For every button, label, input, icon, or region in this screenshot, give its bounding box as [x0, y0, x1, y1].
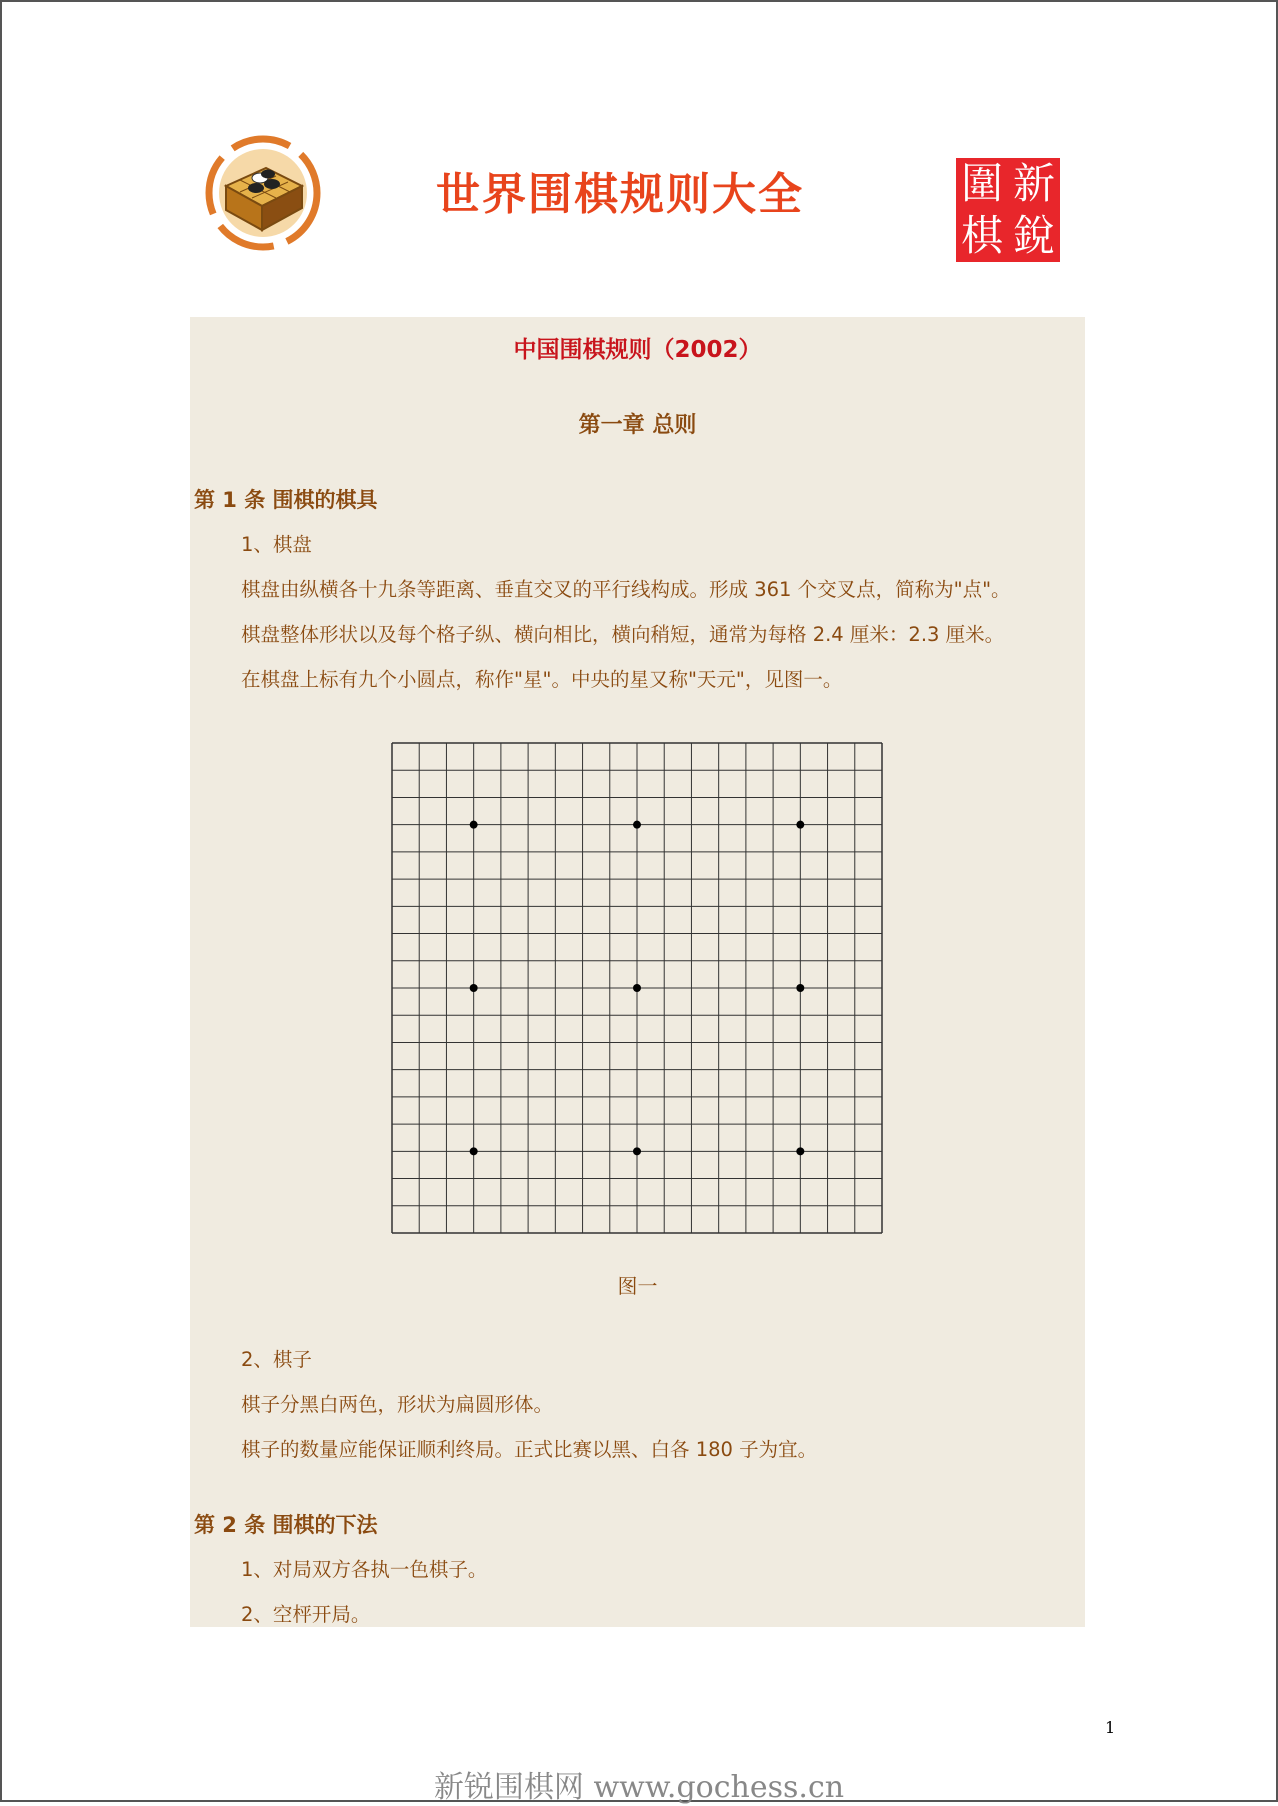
- star-point: [633, 1147, 641, 1155]
- star-point: [796, 1147, 804, 1155]
- star-point: [796, 821, 804, 829]
- tengen-star-point: [633, 984, 641, 992]
- site-footer: 新锐围棋网 www.gochess.cn: [433, 1770, 845, 1805]
- section-title: 中国围棋规则（2002）: [513, 337, 762, 363]
- star-point: [633, 821, 641, 829]
- seal-char: 新: [1012, 159, 1055, 208]
- article-2-title: 第 2 条 围棋的下法: [194, 1513, 378, 1537]
- star-point: [796, 984, 804, 992]
- item-board-label: 1、棋盘: [241, 533, 312, 556]
- go-board-logo: [204, 134, 322, 252]
- item-stones-label: 2、棋子: [241, 1348, 312, 1371]
- page-number: 1: [1105, 1718, 1116, 1737]
- chapter-title: 第一章 总则: [578, 413, 697, 438]
- seal-char: 圍: [960, 159, 1003, 208]
- page-title: 世界围棋规则大全: [436, 169, 804, 220]
- figure-caption: 图一: [617, 1274, 658, 1298]
- stones-para-1: 棋子分黑白两色，形状为扁圆形体。: [241, 1393, 554, 1416]
- star-point: [470, 1147, 478, 1155]
- star-point: [470, 984, 478, 992]
- star-point: [470, 821, 478, 829]
- seal-char: 棋: [960, 211, 1003, 260]
- board-para-3: 在棋盘上标有九个小圆点，称作"星"。中央的星又称"天元"，见图一。: [241, 668, 843, 691]
- xinrui-seal-logo: [956, 158, 1060, 262]
- rules-content-panel: [190, 317, 1085, 1627]
- seal-char: 銳: [1012, 211, 1055, 260]
- board-para-2: 棋盘整体形状以及每个格子纵、横向相比，横向稍短，通常为每格 2.4 厘米：2.3 厘米。: [241, 623, 1005, 646]
- go-board-figure: [390, 741, 885, 1236]
- play-item-2: 2、空枰开局。: [241, 1603, 371, 1626]
- board-para-1: 棋盘由纵横各十九条等距离、垂直交叉的平行线构成。形成 361 个交叉点，简称为"点"。: [241, 578, 1011, 601]
- stones-para-2: 棋子的数量应能保证顺利终局。正式比赛以黑、白各 180 子为宜。: [241, 1438, 818, 1461]
- play-item-1: 1、对局双方各执一色棋子。: [241, 1558, 488, 1581]
- article-1-title: 第 1 条 围棋的棋具: [194, 488, 378, 512]
